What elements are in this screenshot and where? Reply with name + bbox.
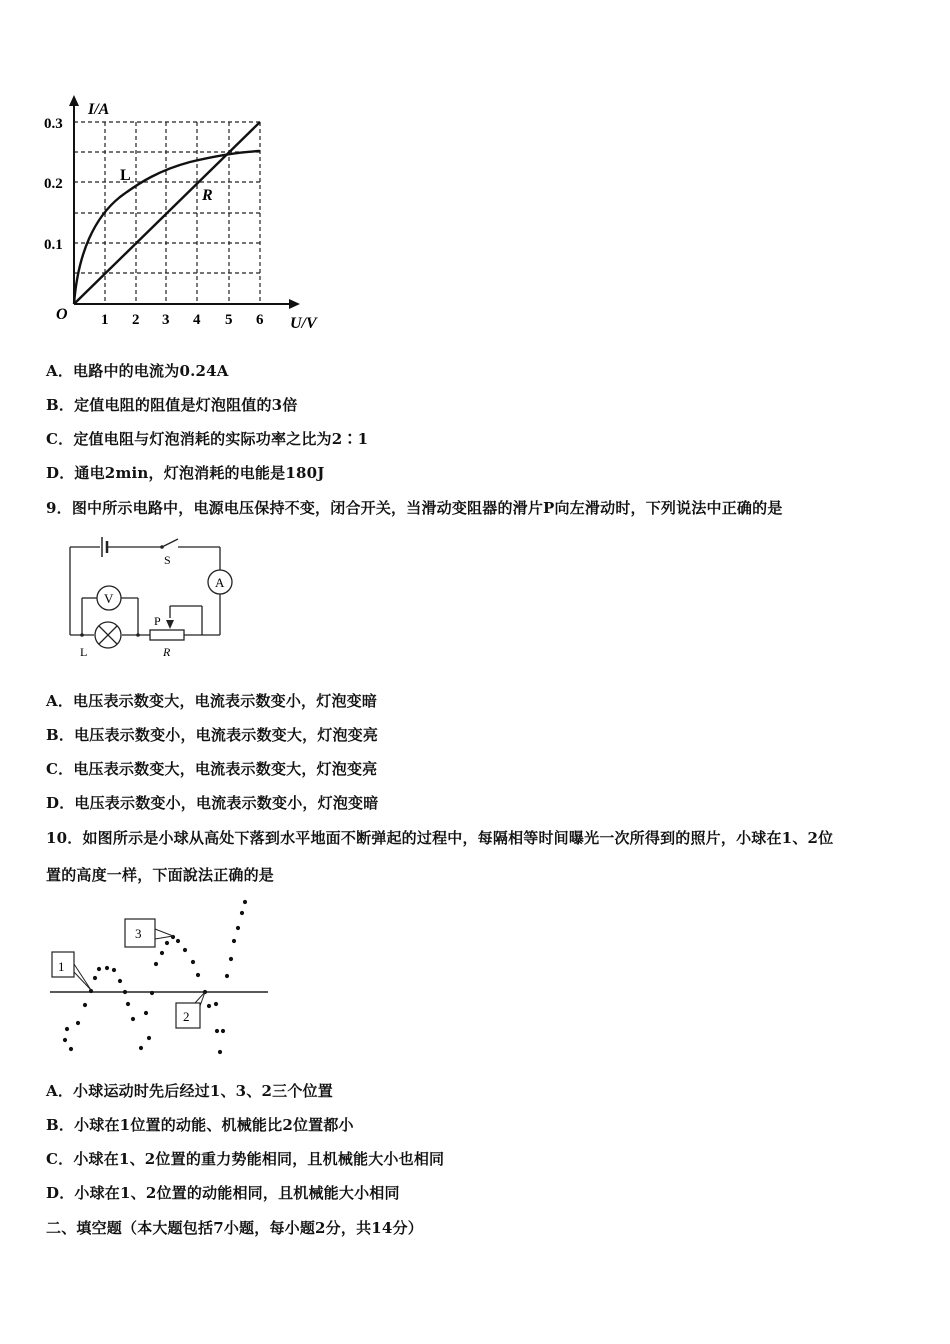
bouncing-ball-photo	[45, 896, 275, 1058]
x-axis-label: U/V	[290, 315, 317, 332]
origin-label: O	[56, 306, 68, 323]
q9-option-c: C．电压表示数变大，电流表示数变大，灯泡变亮	[46, 760, 378, 778]
switch-label: S	[164, 553, 171, 567]
x-tick-3: 3	[162, 312, 170, 328]
q9-stem: 9．图中所示电路中，电源电压保持不变，闭合开关，当滑动变阻器的滑片P向左滑动时，下列说法中正确的是	[46, 499, 783, 517]
line-r	[74, 122, 260, 304]
voltmeter-label: V	[104, 591, 114, 606]
q8-option-c: C．定值电阻与灯泡消耗的实际功率之比为2∶1	[46, 430, 369, 448]
q8-option-d: D．通电2min，灯泡消耗的电能是180J	[46, 464, 325, 482]
x-tick-5: 5	[225, 312, 233, 328]
rheostat	[150, 630, 184, 640]
q10-option-d: D．小球在1、2位置的动能相同，且机械能大小相同	[46, 1184, 400, 1202]
x-tick-4: 4	[193, 312, 201, 328]
q8-option-a: A．电路中的电流为0.24A	[46, 362, 229, 380]
y-tick-1: 0.1	[44, 237, 63, 253]
line-r-label: R	[202, 187, 213, 204]
iv-graph	[40, 92, 340, 342]
x-axis-arrow	[289, 299, 300, 309]
x-tick-6: 6	[256, 312, 264, 328]
switch-blade	[162, 539, 178, 547]
q9-option-a: A．电压表示数变大，电流表示数变小，灯泡变暗	[46, 692, 378, 710]
x-tick-1: 1	[101, 312, 109, 328]
y-axis-arrow	[69, 95, 79, 106]
q9-option-d: D．电压表示数变小，电流表示数变小，灯泡变暗	[46, 794, 379, 812]
junction-dot	[80, 633, 84, 637]
x-tick-2: 2	[132, 312, 140, 328]
y-tick-3: 0.3	[44, 116, 63, 132]
junction-dot	[136, 633, 140, 637]
q10-stem-line-1: 10．如图所示是小球从高处下落到水平地面不断弹起的过程中，每隔相等时间曝光一次所得到的照片，小球在1、2位	[46, 829, 834, 847]
lamp-label: L	[80, 645, 88, 659]
q9-option-b: B．电压表示数变小，电流表示数变大，灯泡变亮	[46, 726, 379, 744]
y-axis-label: I/A	[88, 101, 110, 118]
q10-option-b: B．小球在1位置的动能、机械能比2位置都小	[46, 1116, 354, 1134]
circuit-diagram	[60, 532, 250, 664]
ammeter-label: A	[215, 575, 225, 590]
curve-l-label: L	[120, 167, 131, 184]
slider-arrow	[166, 620, 174, 629]
rheostat-label: R	[163, 645, 171, 659]
q10-option-a: A．小球运动时先后经过1、3、2三个位置	[46, 1082, 333, 1100]
slider-label: P	[154, 614, 161, 628]
q10-stem-line-2: 置的高度一样，下面說法正确的是	[46, 866, 275, 884]
position-2-label: 2	[183, 1009, 190, 1024]
y-tick-2: 0.2	[44, 176, 63, 192]
curve-l	[74, 151, 260, 304]
section-2-heading: 二、填空题（本大题包括7小题，每小题2分，共14分）	[46, 1219, 423, 1237]
position-3-label: 3	[135, 926, 142, 941]
q10-option-c: C．小球在1、2位置的重力势能相同，且机械能大小也相同	[46, 1150, 445, 1168]
q8-option-b: B．定值电阻的阻值是灯泡阻值的3倍	[46, 396, 298, 414]
position-1-label: 1	[58, 959, 65, 974]
